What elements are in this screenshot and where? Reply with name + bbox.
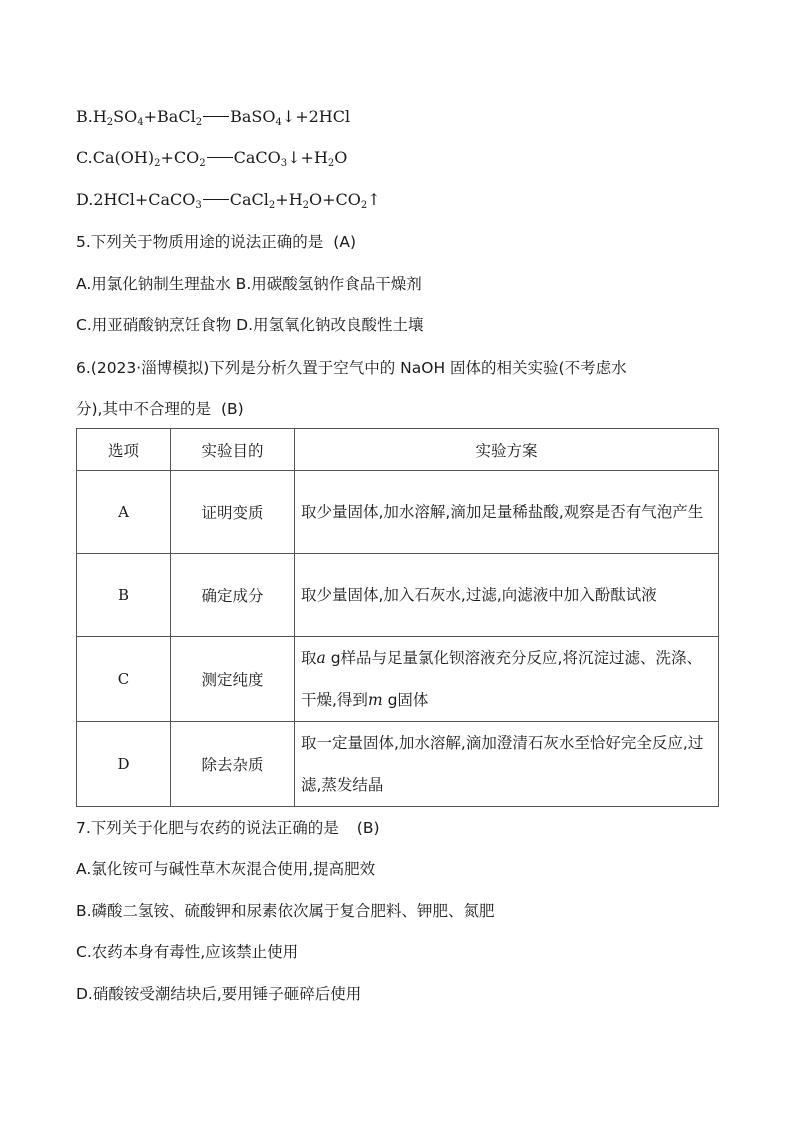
header-purpose: 实验目的 <box>171 429 295 471</box>
row-option: D <box>77 722 171 807</box>
q5-stem: 5.下列关于物质用途的说法正确的是 (A) <box>76 233 356 251</box>
equals-sign <box>203 199 229 200</box>
q6-answer: (B) <box>220 400 244 418</box>
q6-stem-line1: 6.(2023·淄博模拟)下列是分析久置于空气中的 NaOH 固体的相关实验(不考虑水 <box>76 359 627 377</box>
row-plan: 取少量固体,加水溶解,滴加足量稀盐酸,观察是否有气泡产生 <box>295 471 719 554</box>
q4-option-c: $C.Ca(OH)_2+CO_2$ $CaCO_3↓+H_2O$ <box>76 148 348 169</box>
row-option: B <box>77 554 171 637</box>
q7-option-d: D.硝酸铵受潮结块后,要用锤子砸碎后使用 <box>76 985 362 1003</box>
table-row <box>77 554 719 637</box>
header-option: 选项 <box>77 429 171 471</box>
row-purpose: 确定成分 <box>171 554 295 637</box>
equals-sign <box>203 116 229 117</box>
var-m: m <box>367 691 383 709</box>
table-row <box>77 637 719 722</box>
q7-stem: 7.下列关于化肥与农药的说法正确的是 (B) <box>76 819 380 837</box>
q5-options-ab: A.用氯化钠制生理盐水 B.用碳酸氢钠作食品干燥剂 <box>76 275 422 293</box>
row-option: C <box>77 637 171 722</box>
q4-option-d: D.2HCl+CaCO$_3$ $CaCl_2+H_2O+CO_2↑$ <box>76 190 381 211</box>
row-purpose: 证明变质 <box>171 471 295 554</box>
row-plan: 取a g样品与足量氯化钡溶液充分反应,将沉淀过滤、洗涤、干燥,得到m g固体 <box>295 637 719 722</box>
row-plan: 取少量固体,加入石灰水,过滤,向滤液中加入酚酞试液 <box>295 554 719 637</box>
equals-sign <box>207 157 233 158</box>
q7-option-b: B.磷酸二氢铵、硫酸钾和尿素依次属于复合肥料、钾肥、氮肥 <box>76 902 495 920</box>
q6-stem-line2: 分),其中不合理的是 (B) <box>76 400 244 418</box>
header-plan: 实验方案 <box>295 429 719 471</box>
var-a: a <box>316 649 326 667</box>
q5-options-cd: C.用亚硝酸钠烹饪食物 D.用氢氧化钠改良酸性土壤 <box>76 316 424 334</box>
row-purpose: 除去杂质 <box>171 722 295 807</box>
row-purpose: 测定纯度 <box>171 637 295 722</box>
experiment-table <box>76 428 719 807</box>
table-header-row <box>77 429 719 471</box>
q7-option-c: C.农药本身有毒性,应该禁止使用 <box>76 943 299 961</box>
q7-option-a: A.氯化铵可与碱性草木灰混合使用,提高肥效 <box>76 860 376 878</box>
q5-answer: (A) <box>333 233 356 251</box>
table-row <box>77 722 719 807</box>
q4-option-b: $B.H_2SO_4+BaCl_2$ BaSO$_4$↓+2HCl <box>76 107 351 128</box>
q7-answer: (B) <box>356 819 380 837</box>
row-plan: 取一定量固体,加水溶解,滴加澄清石灰水至恰好完全反应,过滤,蒸发结晶 <box>295 722 719 807</box>
table-row <box>77 471 719 554</box>
row-option: A <box>77 471 171 554</box>
